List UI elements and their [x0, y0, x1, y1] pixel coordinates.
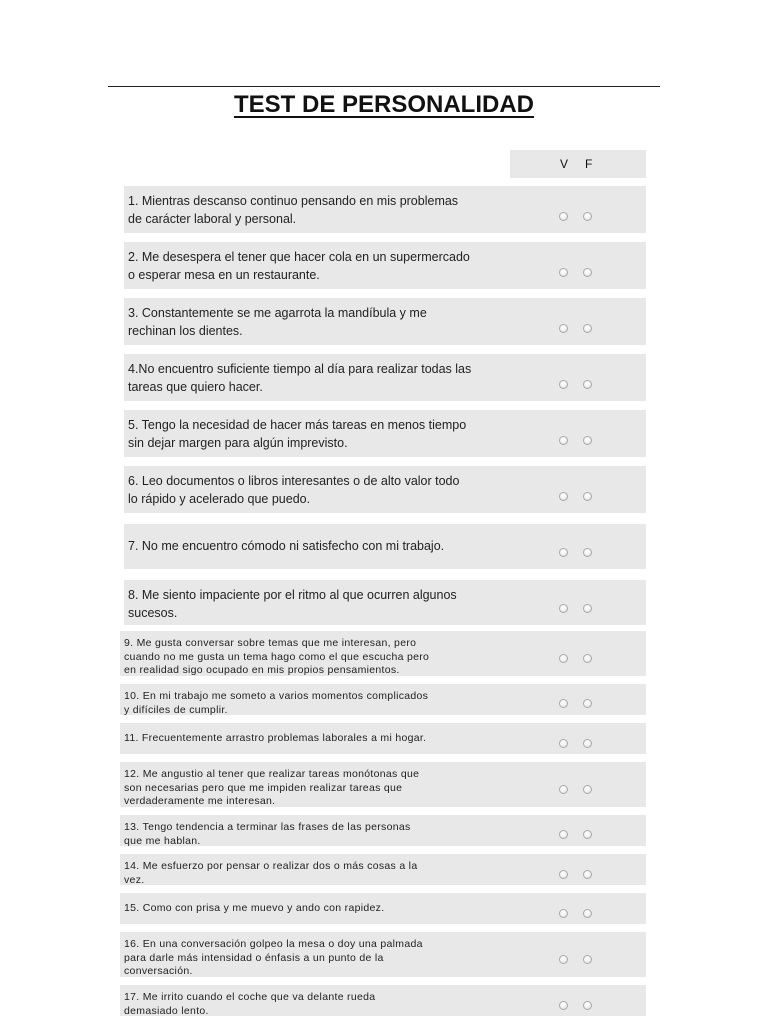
radio-v-option[interactable] — [559, 436, 568, 445]
radio-v-option[interactable] — [559, 604, 568, 613]
radio-v-option[interactable] — [559, 492, 568, 501]
radio-f-option[interactable] — [583, 268, 592, 277]
question-text: 2. Me desespera el tener que hacer cola en un supermercado o esperar mesa en un restaurante. — [128, 250, 470, 282]
radio-f-option[interactable] — [583, 785, 592, 794]
radio-f-option[interactable] — [583, 739, 592, 748]
radio-f-option[interactable] — [583, 324, 592, 333]
question-text: 10. En mi trabajo me someto a varios momentos complicados y difíciles de cumplir. — [124, 690, 429, 715]
radio-f-option[interactable] — [583, 1001, 592, 1010]
radio-f-option[interactable] — [583, 604, 592, 613]
radio-f-option[interactable] — [583, 699, 592, 708]
question-row — [124, 466, 646, 513]
question-row — [124, 186, 646, 233]
radio-f-option[interactable] — [583, 548, 592, 557]
radio-v-option[interactable] — [559, 324, 568, 333]
f-column-label: F — [585, 157, 593, 171]
question-row — [120, 932, 646, 977]
question-text: 4.No encuentro suficiente tiempo al día para realizar todas las tareas que quiero hacer. — [128, 362, 472, 394]
radio-v-option[interactable] — [559, 212, 568, 221]
radio-f-option[interactable] — [583, 870, 592, 879]
page-title: TEST DE PERSONALIDAD — [233, 91, 535, 118]
radio-f-option[interactable] — [583, 955, 592, 964]
vf-header — [510, 150, 646, 178]
question-text: 11. Frecuentemente arrastro problemas laborales a mi hogar. — [124, 732, 427, 744]
radio-f-option[interactable] — [583, 654, 592, 663]
question-row — [120, 631, 646, 676]
radio-v-option[interactable] — [559, 699, 568, 708]
question-row — [120, 893, 646, 924]
radio-v-option[interactable] — [559, 955, 568, 964]
question-text: 1. Mientras descanso continuo pensando en mis problemas de carácter laboral y personal. — [128, 194, 459, 226]
question-row — [124, 524, 646, 569]
question-text: 5. Tengo la necesidad de hacer más tareas en menos tiempo sin dejar margen para algún imprevisto. — [128, 418, 467, 450]
question-text: 17. Me irrito cuando el coche que va delante rueda demasiado lento. — [124, 991, 376, 1016]
radio-v-option[interactable] — [559, 268, 568, 277]
question-text: 7. No me encuentro cómodo ni satisfecho con mi trabajo. — [128, 539, 445, 553]
radio-f-option[interactable] — [583, 212, 592, 221]
question-text: 8. Me siento impaciente por el ritmo al que ocurren algunos sucesos. — [128, 588, 457, 620]
radio-v-option[interactable] — [559, 739, 568, 748]
question-text: 14. Me esfuerzo por pensar o realizar dos o más cosas a la vez. — [124, 860, 418, 885]
question-text: 6. Leo documentos o libros interesantes o de alto valor todo lo rápido y acelerado que puedo. — [128, 474, 460, 506]
radio-f-option[interactable] — [583, 830, 592, 839]
top-rule — [108, 86, 660, 87]
question-row — [124, 410, 646, 457]
question-row — [124, 298, 646, 345]
question-text: 16. En una conversación golpeo la mesa o doy una palmada para darle más intensidad o énfasis a un punto de la conversación. — [124, 938, 423, 977]
radio-f-option[interactable] — [583, 909, 592, 918]
question-row — [120, 723, 646, 754]
question-text: 9. Me gusta conversar sobre temas que me interesan, pero cuando no me gusta un tema hago como el que escucha pero en realidad sigo ocupado en mis propios pensamientos. — [124, 637, 430, 676]
question-row — [124, 580, 646, 625]
page-title-wrap — [0, 91, 768, 119]
question-row — [124, 354, 646, 401]
question-text: 12. Me angustio al tener que realizar tareas monótonas que son necesarias pero que me impiden realizar tareas que verdaderamente me interesan. — [124, 768, 420, 807]
question-text: 3. Constantemente se me agarrota la mandíbula y me rechinan los dientes. — [128, 306, 427, 338]
radio-f-option[interactable] — [583, 380, 592, 389]
question-text: 15. Como con prisa y me muevo y ando con rapidez. — [124, 902, 385, 914]
question-row — [120, 985, 646, 1016]
radio-f-option[interactable] — [583, 436, 592, 445]
question-row — [120, 854, 646, 885]
radio-v-option[interactable] — [559, 785, 568, 794]
radio-v-option[interactable] — [559, 548, 568, 557]
radio-v-option[interactable] — [559, 654, 568, 663]
v-column-label: V — [560, 157, 569, 171]
question-row — [120, 815, 646, 846]
radio-v-option[interactable] — [559, 909, 568, 918]
radio-v-option[interactable] — [559, 830, 568, 839]
radio-f-option[interactable] — [583, 492, 592, 501]
radio-v-option[interactable] — [559, 1001, 568, 1010]
question-row — [120, 684, 646, 715]
radio-v-option[interactable] — [559, 870, 568, 879]
question-row — [120, 762, 646, 807]
question-text: 13. Tengo tendencia a terminar las frases de las personas que me hablan. — [124, 821, 411, 846]
radio-v-option[interactable] — [559, 380, 568, 389]
question-row — [124, 242, 646, 289]
